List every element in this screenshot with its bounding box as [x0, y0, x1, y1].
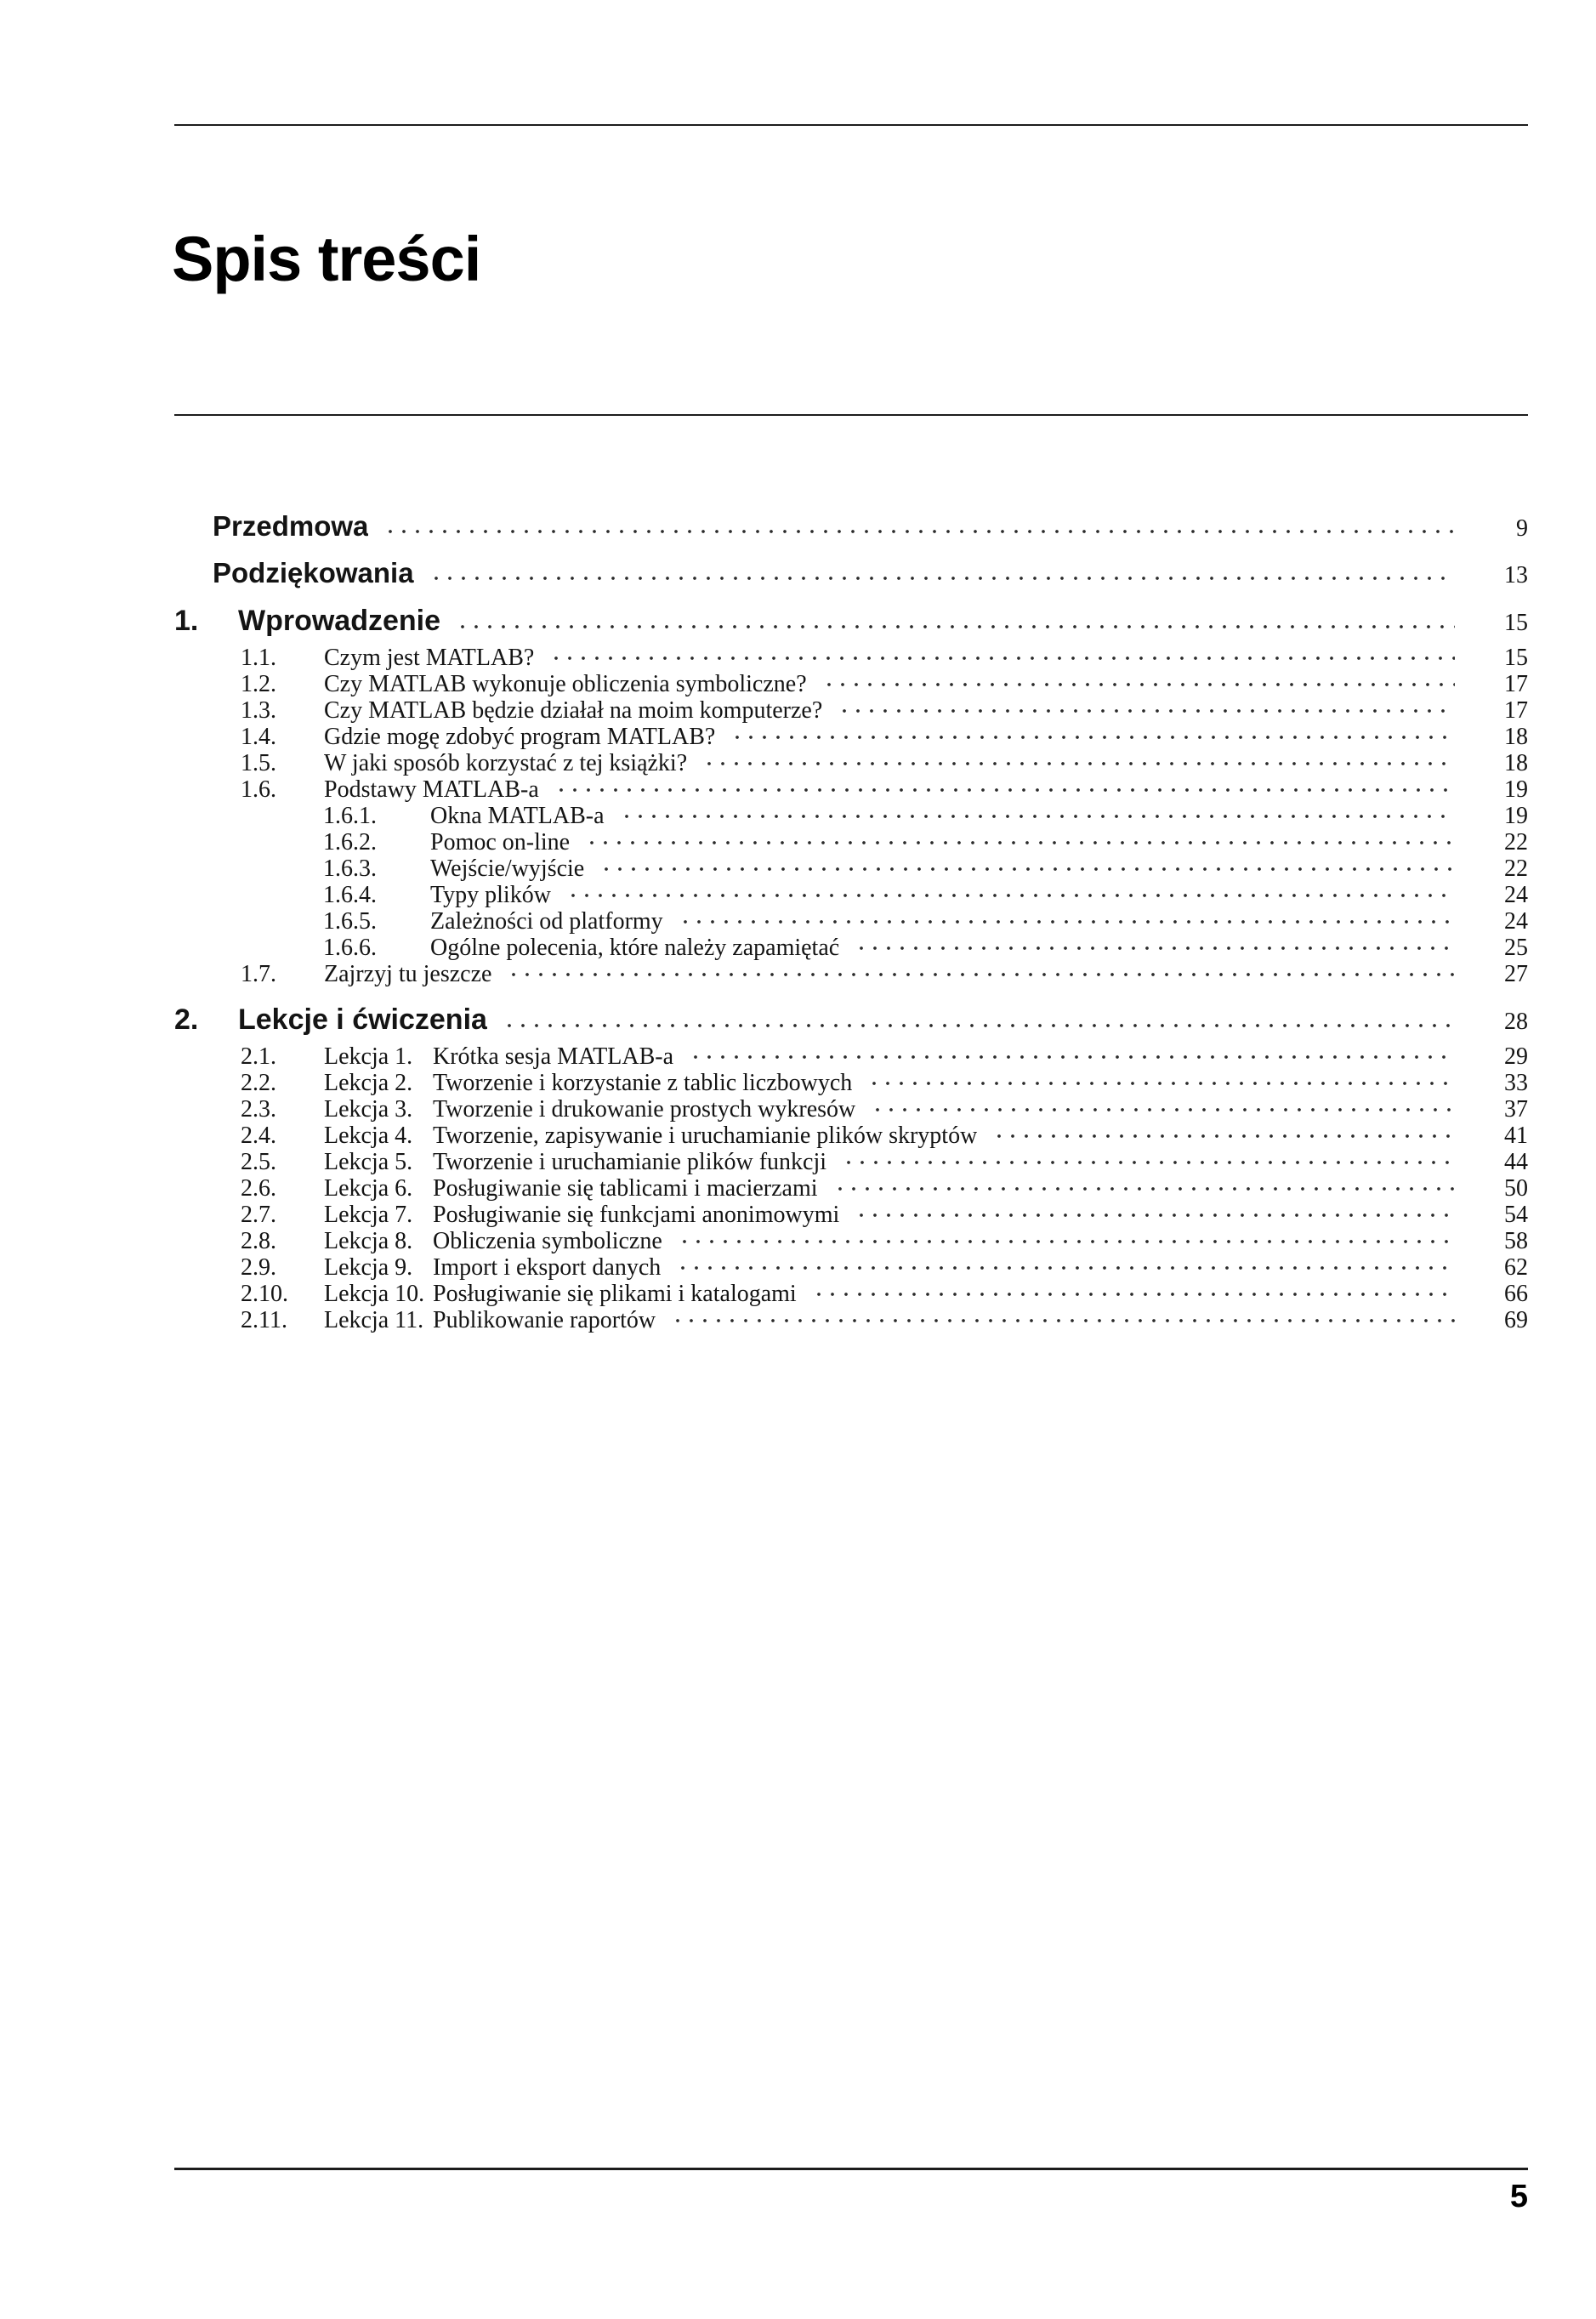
lesson-number: Lekcja 3. [324, 1096, 413, 1123]
entry-title: Tworzenie i korzystanie z tablic liczbowych [433, 1070, 853, 1096]
lesson-number: Lekcja 2. [324, 1070, 413, 1096]
entry-title: Posługiwanie się plikami i katalogami [433, 1281, 797, 1307]
dot-leader [505, 961, 1455, 987]
toc-entry [174, 1096, 1528, 1123]
page-title: Spis treści [172, 224, 481, 294]
entry-number: 2.11. [241, 1307, 287, 1333]
entry-title: Podziękowania [213, 557, 414, 588]
entry-title: Posługiwanie się funkcjami anonimowymi [433, 1202, 840, 1228]
entry-title: Tworzenie, zapisywanie i uruchamianie plików skryptów [433, 1123, 978, 1149]
toc-entry [174, 776, 1528, 803]
toc-entry [174, 1043, 1528, 1070]
toc-entry [174, 1202, 1528, 1228]
toc-entry [174, 882, 1528, 908]
entry-number: 2.2. [241, 1070, 276, 1096]
entry-page-number: 44 [1504, 1149, 1528, 1175]
toc-entry [174, 1254, 1528, 1281]
entry-page-number: 17 [1504, 671, 1528, 697]
toc-entry [174, 1175, 1528, 1202]
toc-entry [174, 1149, 1528, 1175]
entry-title: Tworzenie i drukowanie prostych wykresów [433, 1096, 856, 1123]
dot-leader [674, 1254, 1455, 1281]
dot-leader [583, 829, 1455, 855]
entry-title: Ogólne polecenia, które należy zapamiętać [430, 935, 840, 961]
entry-number: 1.6.4. [323, 882, 377, 908]
entry-title: Czy MATLAB wykonuje obliczenia symboliczne? [324, 671, 807, 697]
lesson-number: Lekcja 4. [324, 1123, 413, 1149]
entry-title: Obliczenia symboliczne [433, 1228, 662, 1254]
dot-leader [853, 1202, 1455, 1228]
entry-number: 2.5. [241, 1149, 276, 1175]
entry-title: Publikowanie raportów [433, 1307, 656, 1333]
entry-page-number: 27 [1504, 961, 1528, 987]
dot-leader [598, 855, 1455, 882]
dot-leader [618, 803, 1455, 829]
dot-leader [676, 1228, 1455, 1254]
entry-page-number: 17 [1504, 697, 1528, 724]
entry-page-number: 24 [1504, 908, 1528, 935]
table-of-contents [174, 509, 1528, 1333]
entry-title: Przedmowa [213, 510, 369, 542]
toc-entry [174, 750, 1528, 776]
toc-entry [174, 1070, 1528, 1096]
entry-number: 2.9. [241, 1254, 276, 1281]
lesson-number: Lekcja 7. [324, 1202, 413, 1228]
entry-title: Typy plików [430, 882, 551, 908]
entry-number: 1.2. [241, 671, 276, 697]
entry-page-number: 29 [1504, 1043, 1528, 1070]
dot-leader [428, 555, 1455, 591]
dot-leader [866, 1070, 1455, 1096]
folio-page-number: 5 [1509, 2179, 1528, 2214]
toc-entry [174, 724, 1528, 750]
lesson-number: Lekcja 8. [324, 1228, 413, 1254]
toc-entry [174, 645, 1528, 671]
entry-title: Podstawy MATLAB-a [324, 776, 539, 803]
entry-title: Posługiwanie się tablicami i macierzami [433, 1175, 818, 1202]
entry-page-number: 50 [1504, 1175, 1528, 1202]
dot-leader [832, 1175, 1455, 1202]
dot-leader [853, 935, 1455, 961]
lesson-number: Lekcja 11. [324, 1307, 424, 1333]
chapter-number: 1. [174, 605, 199, 637]
dot-leader [869, 1096, 1455, 1123]
entry-title: Zajrzyj tu jeszcze [324, 961, 492, 987]
toc-entry [174, 935, 1528, 961]
entry-number: 1.5. [241, 750, 276, 776]
toc-entry [174, 1281, 1528, 1307]
toc-entry [174, 1307, 1528, 1333]
entry-number: 1.6.6. [323, 935, 377, 961]
entry-number: 2.7. [241, 1202, 276, 1228]
entry-title: Krótka sesja MATLAB-a [433, 1043, 674, 1070]
entry-page-number: 54 [1504, 1202, 1528, 1228]
toc-entry [174, 803, 1528, 829]
lesson-number: Lekcja 10. [324, 1281, 425, 1307]
dot-leader [553, 776, 1455, 803]
entry-title: Czy MATLAB będzie działał na moim komputerze? [324, 697, 823, 724]
dot-leader [821, 671, 1455, 697]
footer-divider [174, 2168, 1528, 2170]
entry-title: Zależności od platformy [430, 908, 663, 935]
top-divider [174, 124, 1528, 126]
lesson-number: Lekcja 1. [324, 1043, 413, 1070]
title-divider [174, 414, 1528, 416]
entry-number: 2.3. [241, 1096, 276, 1123]
chapter-title: Wprowadzenie [238, 605, 441, 637]
entry-number: 1.6. [241, 776, 276, 803]
dot-leader [729, 724, 1455, 750]
dot-leader [669, 1307, 1455, 1333]
entry-page-number: 25 [1504, 935, 1528, 961]
entry-number: 1.6.1. [323, 803, 377, 829]
dot-leader [565, 882, 1455, 908]
entry-title: Gdzie mogę zdobyć program MATLAB? [324, 724, 716, 750]
dot-leader [836, 697, 1455, 724]
entry-number: 1.7. [241, 961, 276, 987]
toc-entry [174, 908, 1528, 935]
toc-entry [174, 855, 1528, 882]
entry-page-number: 18 [1504, 724, 1528, 750]
dot-leader [840, 1149, 1455, 1175]
entry-page-number: 18 [1504, 750, 1528, 776]
entry-title: W jaki sposób korzystać z tej książki? [324, 750, 688, 776]
entry-page-number: 19 [1504, 803, 1528, 829]
entry-page-number: 22 [1504, 829, 1528, 855]
entry-page-number: 15 [1504, 645, 1528, 671]
toc-entry [174, 671, 1528, 697]
entry-page-number: 62 [1504, 1254, 1528, 1281]
entry-page-number: 19 [1504, 776, 1528, 803]
entry-number: 1.4. [241, 724, 276, 750]
entry-page-number: 15 [1504, 610, 1528, 636]
entry-page-number: 58 [1504, 1228, 1528, 1254]
entry-number: 1.6.2. [323, 829, 377, 855]
entry-page-number: 9 [1516, 515, 1528, 542]
entry-number: 2.8. [241, 1228, 276, 1254]
lesson-number: Lekcja 6. [324, 1175, 413, 1202]
lesson-number: Lekcja 5. [324, 1149, 413, 1175]
dot-leader [501, 1001, 1455, 1038]
entry-page-number: 13 [1504, 562, 1528, 588]
toc-entry [174, 697, 1528, 724]
entry-number: 2.1. [241, 1043, 276, 1070]
toc-entry [174, 829, 1528, 855]
entry-page-number: 24 [1504, 882, 1528, 908]
entry-title: Wejście/wyjście [430, 855, 585, 882]
entry-title: Import i eksport danych [433, 1254, 662, 1281]
chapter-title: Lekcje i ćwiczenia [238, 1003, 487, 1036]
entry-number: 1.6.5. [323, 908, 377, 935]
dot-leader [382, 509, 1455, 544]
entry-page-number: 37 [1504, 1096, 1528, 1123]
dot-leader [991, 1123, 1455, 1149]
entry-page-number: 22 [1504, 855, 1528, 882]
entry-page-number: 66 [1504, 1281, 1528, 1307]
entry-title: Pomoc on-line [430, 829, 571, 855]
chapter-number: 2. [174, 1003, 199, 1036]
toc-entry [174, 1123, 1528, 1149]
entry-page-number: 41 [1504, 1123, 1528, 1149]
entry-title: Tworzenie i uruchamianie plików funkcji [433, 1149, 826, 1175]
entry-page-number: 33 [1504, 1070, 1528, 1096]
entry-number: 1.3. [241, 697, 276, 724]
toc-entry [174, 509, 1528, 544]
entry-title: Czym jest MATLAB? [324, 645, 535, 671]
dot-leader [454, 602, 1455, 639]
entry-number: 2.4. [241, 1123, 276, 1149]
dot-leader [810, 1281, 1455, 1307]
entry-page-number: 69 [1504, 1307, 1528, 1333]
toc-entry [174, 961, 1528, 987]
dot-leader [701, 750, 1455, 776]
entry-number: 1.6.3. [323, 855, 377, 882]
toc-entry [174, 555, 1528, 591]
entry-number: 2.10. [241, 1281, 288, 1307]
toc-chapter-heading [174, 602, 1528, 639]
entry-number: 2.6. [241, 1175, 276, 1202]
dot-leader [677, 908, 1455, 935]
entry-number: 1.1. [241, 645, 276, 671]
toc-entry [174, 1228, 1528, 1254]
entry-title: Okna MATLAB-a [430, 803, 605, 829]
entry-page-number: 28 [1504, 1009, 1528, 1035]
dot-leader [687, 1043, 1455, 1070]
lesson-number: Lekcja 9. [324, 1254, 413, 1281]
dot-leader [548, 645, 1455, 671]
toc-chapter-heading [174, 1001, 1528, 1038]
